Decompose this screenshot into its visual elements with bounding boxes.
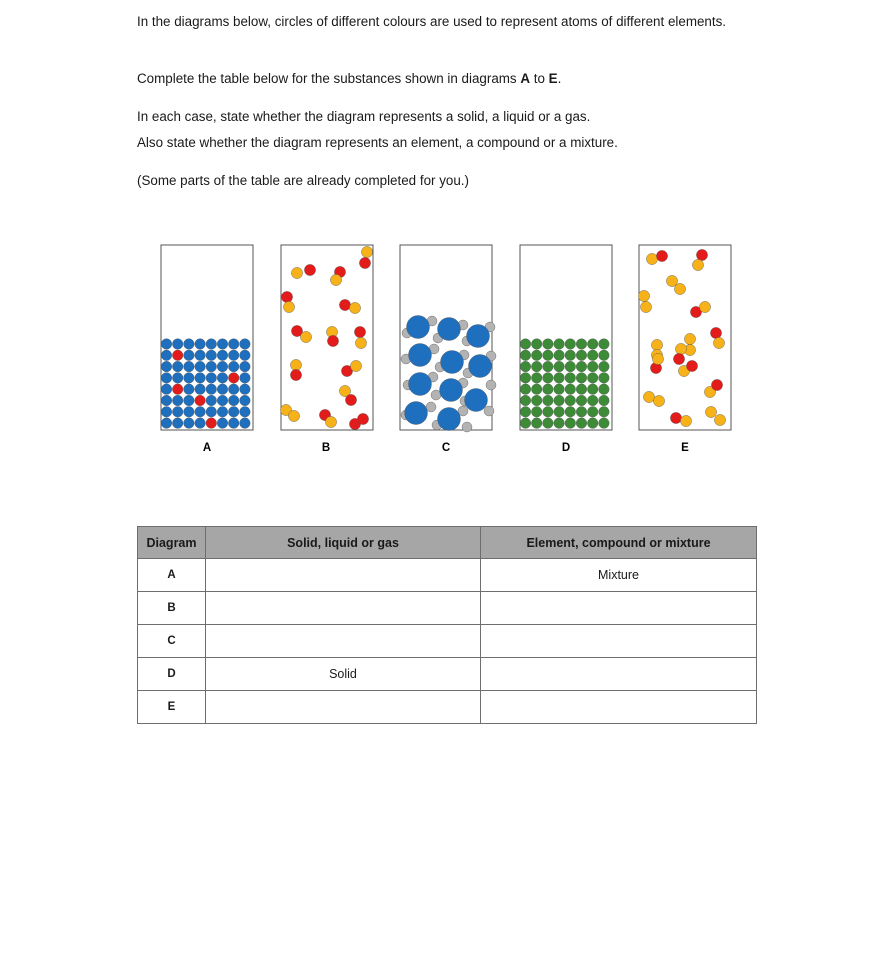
row-label: C: [138, 625, 206, 658]
blue-atom: [465, 389, 488, 412]
green-atom: [531, 350, 542, 361]
green-atom: [554, 418, 565, 429]
blue-atom: [172, 373, 183, 384]
header-state: Solid, liquid or gas: [206, 527, 481, 559]
green-atom: [599, 361, 610, 372]
green-atom: [543, 339, 554, 350]
red-atom: [172, 384, 183, 395]
table-row: [138, 625, 757, 658]
blue-atom: [217, 373, 228, 384]
row-label: A: [138, 559, 206, 592]
green-atom: [587, 395, 598, 406]
intro-line-2-pre: Complete the table below for the substances shown in diagrams: [137, 71, 521, 86]
green-atom: [543, 350, 554, 361]
diagram-label-a: A: [202, 442, 212, 454]
green-atom: [576, 361, 587, 372]
green-atom: [565, 384, 576, 395]
grey-atom: [462, 422, 472, 432]
green-atom: [565, 350, 576, 361]
green-atom: [543, 384, 554, 395]
table-row: [138, 691, 757, 724]
green-atom: [565, 407, 576, 418]
blue-atom: [206, 407, 217, 418]
yellow-atom: [653, 395, 664, 406]
blue-atom: [206, 339, 217, 350]
blue-atom: [195, 384, 206, 395]
yellow-atom: [646, 253, 657, 264]
green-atom: [554, 384, 565, 395]
yellow-atom: [355, 337, 366, 348]
type-cell[interactable]: [481, 592, 757, 625]
table-row: [138, 559, 757, 592]
green-atom: [520, 384, 531, 395]
yellow-atom: [291, 267, 302, 278]
blue-atom: [161, 373, 172, 384]
yellow-atom: [640, 301, 651, 312]
yellow-atom: [713, 337, 724, 348]
blue-atom: [172, 395, 183, 406]
green-atom: [543, 418, 554, 429]
answer-table: [137, 526, 757, 724]
grey-atom: [484, 406, 494, 416]
intro-line-2: [137, 69, 737, 88]
green-atom: [520, 361, 531, 372]
green-atom: [531, 418, 542, 429]
blue-atom: [172, 361, 183, 372]
type-cell[interactable]: Mixture: [481, 559, 757, 592]
blue-atom: [240, 418, 251, 429]
green-atom: [587, 418, 598, 429]
yellow-atom: [674, 283, 685, 294]
blue-atom: [195, 373, 206, 384]
green-atom: [520, 395, 531, 406]
blue-atom: [217, 361, 228, 372]
yellow-atom: [349, 302, 360, 313]
green-atom: [599, 339, 610, 350]
green-atom: [599, 407, 610, 418]
blue-atom: [195, 418, 206, 429]
green-atom: [587, 350, 598, 361]
blue-atom: [438, 408, 461, 431]
diagram-e: [638, 245, 731, 430]
blue-atom: [195, 350, 206, 361]
blue-atom: [184, 373, 195, 384]
green-atom: [520, 407, 531, 418]
blue-atom: [240, 339, 251, 350]
red-atom: [673, 353, 684, 364]
blue-atom: [161, 395, 172, 406]
blue-atom: [184, 339, 195, 350]
blue-atom: [409, 344, 432, 367]
row-label: B: [138, 592, 206, 625]
green-atom: [565, 339, 576, 350]
blue-atom: [467, 325, 490, 348]
table-row: [138, 592, 757, 625]
yellow-atom: [300, 331, 311, 342]
green-atom: [543, 373, 554, 384]
state-cell[interactable]: [206, 559, 481, 592]
red-atom: [686, 360, 697, 371]
yellow-atom: [684, 333, 695, 344]
yellow-atom: [675, 343, 686, 354]
blue-atom: [240, 407, 251, 418]
blue-atom: [217, 339, 228, 350]
blue-atom: [240, 350, 251, 361]
intro-line-2-post: .: [557, 71, 562, 86]
diagram-a: [161, 245, 253, 430]
red-atom: [711, 379, 722, 390]
blue-atom: [172, 418, 183, 429]
red-atom: [327, 335, 338, 346]
blue-atom: [441, 351, 464, 374]
green-atom: [576, 384, 587, 395]
green-atom: [565, 373, 576, 384]
diagram-label-c: C: [441, 442, 451, 454]
green-atom: [576, 339, 587, 350]
red-atom: [290, 369, 301, 380]
blue-atom: [184, 395, 195, 406]
grey-atom: [486, 380, 496, 390]
blue-atom: [240, 384, 251, 395]
blue-atom: [161, 350, 172, 361]
yellow-atom: [283, 301, 294, 312]
type-cell[interactable]: [481, 691, 757, 724]
blue-atom: [469, 355, 492, 378]
blue-atom: [409, 373, 432, 396]
intro-line-4: Also state whether the diagram represents an element, a compound or a mixture.: [137, 135, 618, 150]
red-atom: [696, 249, 707, 260]
blue-atom: [217, 395, 228, 406]
yellow-atom: [651, 339, 662, 350]
diagram-c: [400, 245, 496, 432]
row-label: D: [138, 658, 206, 691]
blue-atom: [206, 350, 217, 361]
green-atom: [599, 384, 610, 395]
green-atom: [587, 361, 598, 372]
yellow-atom: [288, 410, 299, 421]
yellow-atom: [652, 353, 663, 364]
header-type: Element, compound or mixture: [481, 527, 757, 559]
blue-atom: [217, 350, 228, 361]
blue-atom: [217, 384, 228, 395]
green-atom: [576, 395, 587, 406]
blue-atom: [206, 384, 217, 395]
red-atom: [206, 418, 217, 429]
blue-atom: [206, 395, 217, 406]
blue-atom: [161, 339, 172, 350]
state-cell[interactable]: [206, 625, 481, 658]
green-atom: [554, 407, 565, 418]
diagram-b: [280, 245, 373, 430]
green-atom: [599, 418, 610, 429]
blue-atom: [161, 407, 172, 418]
type-cell[interactable]: [481, 658, 757, 691]
blue-atom: [195, 361, 206, 372]
blue-atom: [161, 384, 172, 395]
diagram-d: [520, 245, 612, 430]
green-atom: [531, 384, 542, 395]
red-atom: [228, 373, 239, 384]
yellow-atom: [705, 406, 716, 417]
intro-line-5: (Some parts of the table are already completed for you.): [137, 173, 469, 188]
green-atom: [554, 373, 565, 384]
row-label: E: [138, 691, 206, 724]
green-atom: [576, 373, 587, 384]
green-atom: [531, 339, 542, 350]
blue-atom: [217, 418, 228, 429]
blue-atom: [161, 418, 172, 429]
blue-atom: [240, 395, 251, 406]
header-diagram: Diagram: [138, 527, 206, 559]
blue-atom: [172, 407, 183, 418]
green-atom: [576, 350, 587, 361]
green-atom: [599, 373, 610, 384]
blue-atom: [195, 339, 206, 350]
blue-atom: [228, 361, 239, 372]
blue-atom: [228, 407, 239, 418]
blue-atom: [240, 361, 251, 372]
blue-atom: [228, 384, 239, 395]
green-atom: [543, 395, 554, 406]
blue-atom: [184, 361, 195, 372]
blue-atom: [184, 350, 195, 361]
green-atom: [587, 407, 598, 418]
red-atom: [345, 394, 356, 405]
green-atom: [543, 407, 554, 418]
state-cell[interactable]: Solid: [206, 658, 481, 691]
red-atom: [710, 327, 721, 338]
yellow-atom: [643, 391, 654, 402]
table-header-row: [138, 527, 757, 559]
blue-atom: [217, 407, 228, 418]
red-atom: [656, 250, 667, 261]
state-cell[interactable]: [206, 691, 481, 724]
blue-atom: [440, 379, 463, 402]
green-atom: [587, 384, 598, 395]
green-atom: [599, 395, 610, 406]
intro-line-3: In each case, state whether the diagram represents a solid, a liquid or a gas.: [137, 109, 591, 124]
grey-atom: [426, 402, 436, 412]
yellow-atom: [680, 415, 691, 426]
blue-atom: [407, 316, 430, 339]
blue-atom: [228, 339, 239, 350]
yellow-atom: [290, 359, 301, 370]
blue-atom: [206, 361, 217, 372]
red-atom: [670, 412, 681, 423]
green-atom: [576, 418, 587, 429]
green-atom: [531, 395, 542, 406]
state-cell[interactable]: [206, 592, 481, 625]
green-atom: [520, 418, 531, 429]
table-row: [138, 658, 757, 691]
green-atom: [576, 407, 587, 418]
red-atom: [359, 257, 370, 268]
yellow-atom: [330, 274, 341, 285]
red-atom: [354, 326, 365, 337]
blue-atom: [240, 373, 251, 384]
green-atom: [599, 350, 610, 361]
yellow-atom: [699, 301, 710, 312]
green-atom: [554, 361, 565, 372]
green-atom: [587, 339, 598, 350]
blue-atom: [206, 373, 217, 384]
green-atom: [520, 350, 531, 361]
yellow-atom: [325, 416, 336, 427]
intro-line-2-e: E: [548, 71, 558, 86]
green-atom: [543, 361, 554, 372]
yellow-atom: [361, 246, 372, 257]
particle-diagrams: [150, 235, 750, 465]
yellow-atom: [638, 290, 649, 301]
blue-atom: [161, 361, 172, 372]
blue-atom: [228, 418, 239, 429]
blue-atom: [438, 318, 461, 341]
red-atom: [195, 395, 206, 406]
green-atom: [531, 373, 542, 384]
blue-atom: [195, 407, 206, 418]
green-atom: [554, 395, 565, 406]
green-atom: [565, 418, 576, 429]
red-atom: [357, 413, 368, 424]
yellow-atom: [714, 414, 725, 425]
intro-line-2-mid: to: [530, 71, 549, 86]
intro-line-1: In the diagrams below, circles of different colours are used to represent atoms of different elements.: [137, 14, 727, 29]
green-atom: [531, 407, 542, 418]
type-cell[interactable]: [481, 625, 757, 658]
blue-atom: [184, 384, 195, 395]
blue-atom: [228, 395, 239, 406]
red-atom: [281, 291, 292, 302]
diagram-label-b: B: [321, 442, 331, 454]
blue-atom: [172, 339, 183, 350]
yellow-atom: [350, 360, 361, 371]
yellow-atom: [692, 259, 703, 270]
diagram-label-e: E: [681, 442, 689, 454]
green-atom: [554, 339, 565, 350]
blue-atom: [228, 350, 239, 361]
red-atom: [339, 299, 350, 310]
green-atom: [520, 339, 531, 350]
red-atom: [304, 264, 315, 275]
green-atom: [587, 373, 598, 384]
green-atom: [520, 373, 531, 384]
green-atom: [565, 361, 576, 372]
green-atom: [531, 361, 542, 372]
blue-atom: [184, 407, 195, 418]
blue-atom: [184, 418, 195, 429]
blue-atom: [405, 402, 428, 425]
green-atom: [554, 350, 565, 361]
intro-line-2-a: A: [520, 71, 531, 86]
red-atom: [172, 350, 183, 361]
green-atom: [565, 395, 576, 406]
diagram-label-d: D: [561, 442, 571, 454]
